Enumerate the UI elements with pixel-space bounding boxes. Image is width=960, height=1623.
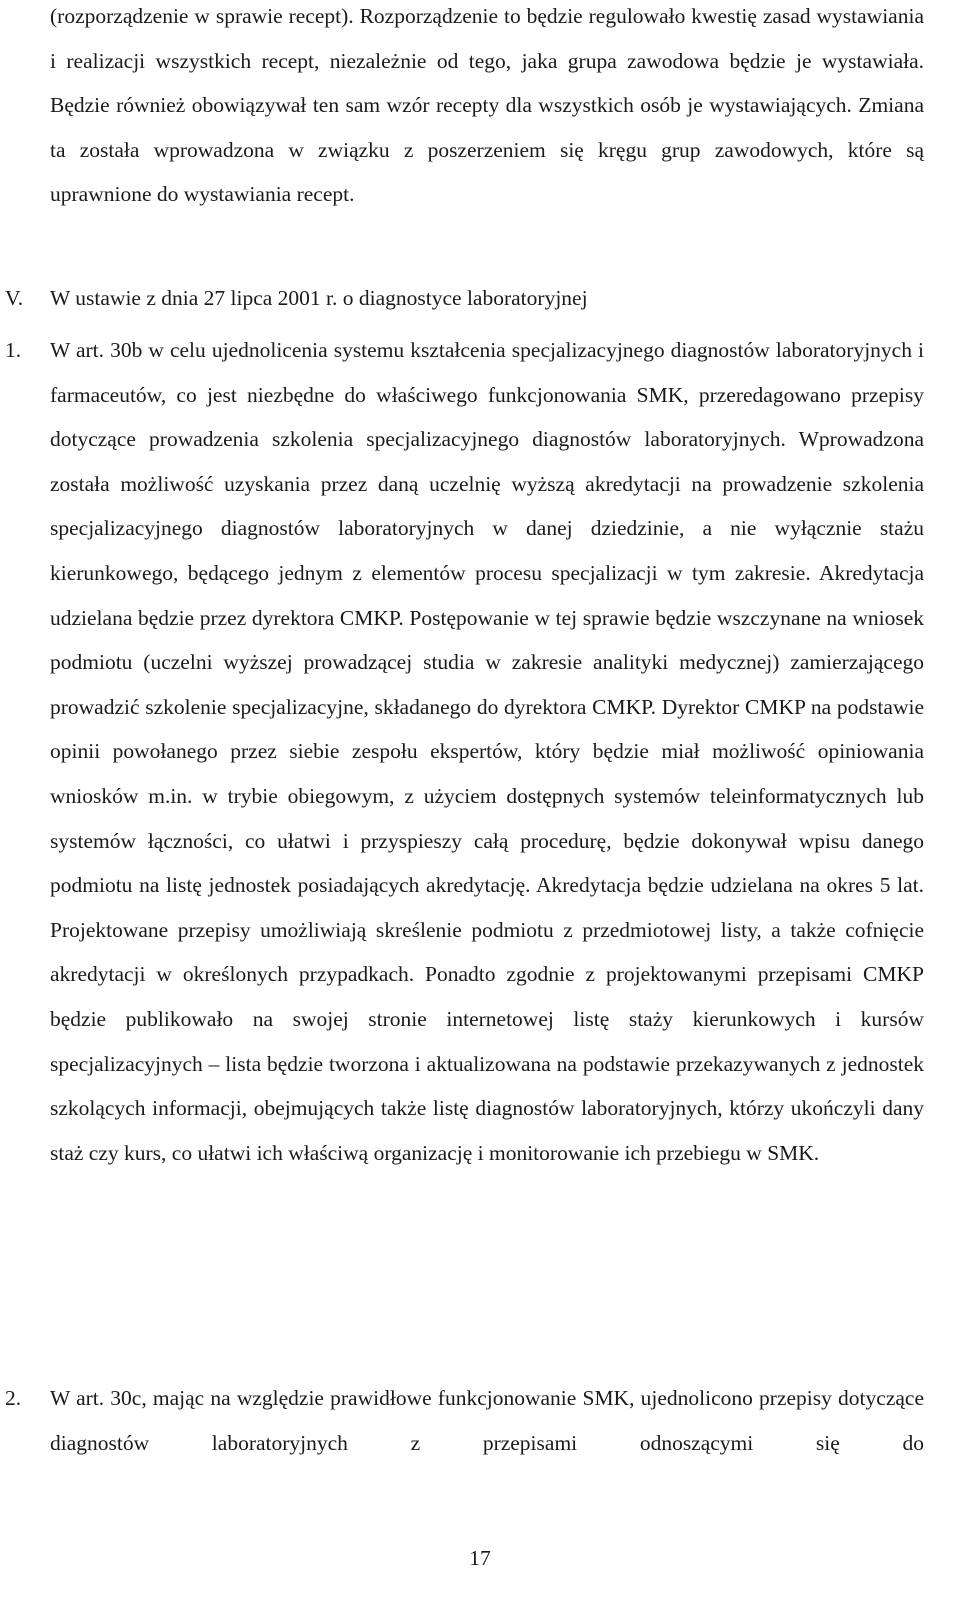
intro-paragraph: (rozporządzenie w sprawie recept). Rozporządzenie to będzie regulowało kwestię zasad wystawiania i realizacji wszystkich recept, niezależnie od tego, jaka grupa zawodowa będzie je wystawiała. Będzie również obowiązywał ten sam wzór recepty dla wszystkich osób je wystawiających. Zmiana ta została wprowadzona w związku z poszerzeniem się kręgu grup zawodowych, które są uprawnione do wystawiania recept. [50,4,924,207]
section-number: V. [5,286,24,310]
list-item [5,328,924,1175]
list-item-text: W art. 30b w celu ujednolicenia systemu kształcenia specjalizacyjnego diagnostów laboratoryjnych i farmaceutów, co jest niezbędne do właściwego funkcjonowania SMK, przeredagowano przepisy dotyczące prowadzenia szkolenia specjalizacyjnego diagnostów laboratoryjnych. Wprowadzona została możliwość uzyskania przez daną uczelnię wyższą akredytacji na prowadzenie szkolenia specjalizacyjnego diagnostów laboratoryjnych w danej dziedzinie, a nie wyłącznie stażu kierunkowego, będącego jednym z elementów procesu specjalizacji w tym zakresie. Akredytacja udzielana będzie przez dyrektora CMKP. Postępowanie w tej sprawie będzie wszczynane na wniosek podmiotu (uczelni wyższej prowadzącej studia w zakresie analityki medycznej) zamierzającego prowadzić szkolenie specjalizacyjne, składanego do dyrektora CMKP. Dyrektor CMKP na podstawie opinii powołanego przez siebie zespołu ekspertów, który będzie miał możliwość opiniowania wniosków m.in. w trybie obiegowym, z użyciem dostępnych systemów teleinformatycznych lub systemów łączności, co ułatwi i przyspieszy całą procedurę, będzie dokonywał wpisu danego podmiotu na listę jednostek posiadających akredytację. Akredytacja będzie udzielana na okres 5 lat. Projektowane przepisy umożliwiają skreślenie podmiotu z przedmiotowej listy, a także cofnięcie akredytacji w określonych przypadkach. Ponadto zgodnie z projektowanymi przepisami CMKP będzie publikowało na swojej stronie internetowej listę staży kierunkowych i kursów specjalizacyjnych – lista będzie tworzona i aktualizowana na podstawie przekazywanych z jednostek szkolących informacji, obejmujących także listę diagnostów laboratoryjnych, którzy ukończyli dany staż czy kurs, co ułatwi ich właściwą organizację i monitorowanie ich przebiegu w SMK. [50,338,924,1165]
list-item-marker: 2. [5,1386,22,1410]
list-item [5,1376,924,1465]
list-item-text: W art. 30c, mając na względzie prawidłowe funkcjonowanie SMK, ujednolicono przepisy dotyczące diagnostów laboratoryjnych z przepisami odnoszącymi się do [50,1386,924,1455]
page-number: 17 [469,1546,491,1570]
section-heading [5,276,588,320]
section-title: W ustawie z dnia 27 lipca 2001 r. o diagnostyce laboratoryjnej [50,286,588,310]
list-item-marker: 1. [5,338,22,362]
